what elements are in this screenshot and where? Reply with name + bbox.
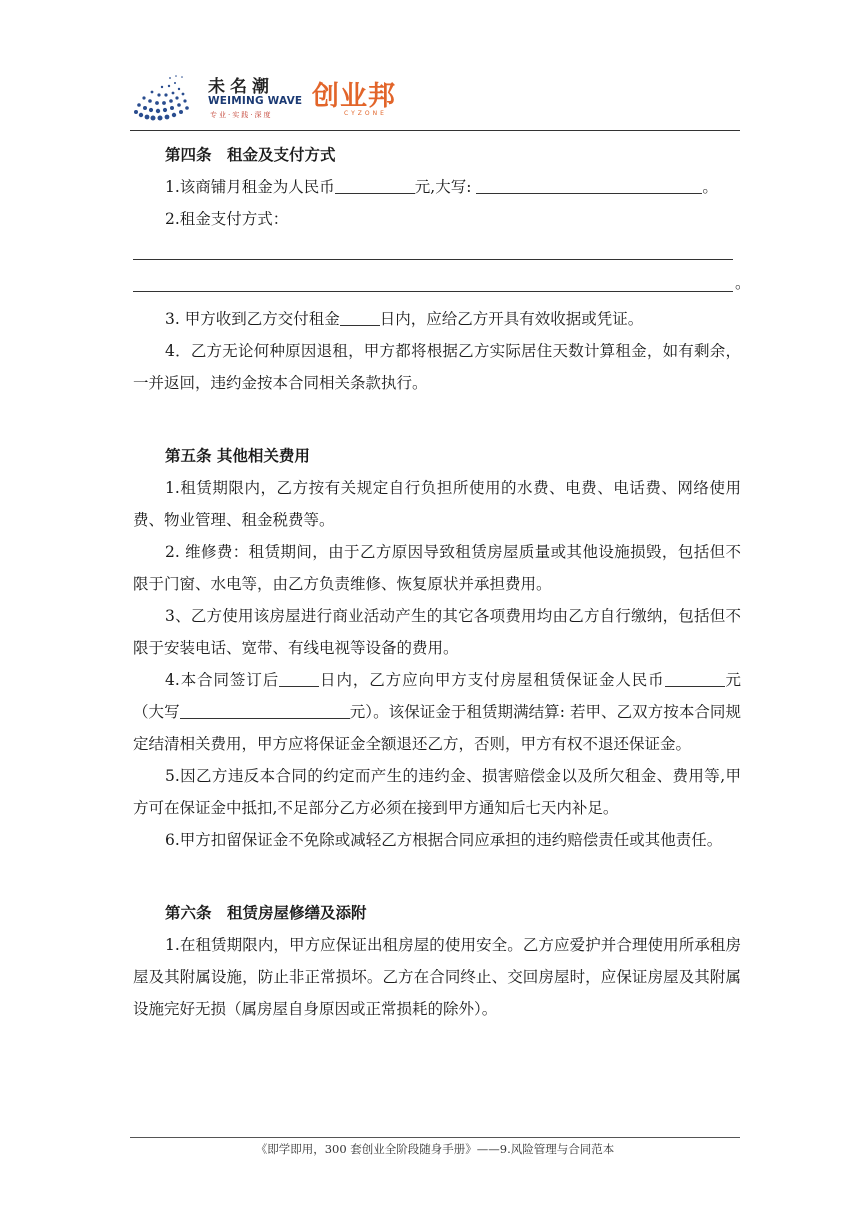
section-5-para-4: 4.本合同签订后 日内，乙方应向甲方支付房屋租赁保证金人民币 元（大写 元）。该保证金于租赁期满结算: 若甲、乙双方按本合同规定结清相关费用，甲方应将保证金全额退还乙方，否则，甲方有权不退还保证金。 <box>133 671 741 753</box>
section-5-para-3: 3、乙方使用该房屋进行商业活动产生的其它各项费用均由乙方自行缴纳，包括但不限于安装电话、宽带、有线电视等设备的费用。 <box>133 607 741 657</box>
header-divider <box>130 130 740 131</box>
section-4-para-4: 4．乙方无论何种原因退租，甲方都将根据乙方实际居住天数计算租金，如有剩余，一并返回，违约金按本合同相关条款执行。 <box>133 342 741 392</box>
document-body <box>133 139 751 1025</box>
section-6-para-1: 1.在租赁期限内，甲方应保证出租房屋的使用安全。乙方应爱护并合理使用所承租房屋及其附属设施，防止非正常损坏。乙方在合同终止、交回房屋时，应保证房屋及其附属设施完好无损（属房屋自身原因或正常损耗的除外）。 <box>133 936 741 1018</box>
section-4-para-3: 3. 甲方收到乙方交付租金 日内，应给乙方开具有效收据或凭证。 <box>165 310 644 328</box>
payment-method-line-2: 。 <box>133 267 741 299</box>
section-5-para-6: 6.甲方扣留保证金不免除或减轻乙方根据合同应承担的违约赔偿责任或其他责任。 <box>165 831 723 849</box>
blank-deposit-amount <box>665 670 725 687</box>
blank-receipt-days <box>340 309 380 326</box>
blank-rent-in-words <box>476 177 702 194</box>
swirl-dots-logo-icon <box>130 68 202 124</box>
section-5-para-5: 5.因乙方违反本合同的约定而产生的违约金、损害赔偿金以及所欠租金、费用等,甲方可在保证金中抵扣,不足部分乙方必须在接到甲方通知后七天内补足。 <box>133 767 741 817</box>
page-header <box>130 62 740 132</box>
section-5-title: 第五条 其他相关费用 <box>165 446 310 465</box>
page-footer: 《即学即用，300 套创业全阶段随身手册》——9.风险管理与合同范本 <box>255 1142 615 1156</box>
blank-monthly-rent <box>335 177 415 194</box>
brand-slogan: 专业·实践·深度 <box>210 111 273 119</box>
partner-logo: 创业邦 <box>312 81 396 112</box>
partner-logo-sub: CYZONE <box>344 110 387 117</box>
brand-name-cn: 未名潮 <box>208 77 274 97</box>
payment-method-line-1 <box>133 235 741 267</box>
section-4-para-1: 1.该商铺月租金为人民币 元,大写: 。 <box>165 178 718 196</box>
section-5-para-1: 1.租赁期限内，乙方按有关规定自行负担所使用的水费、电费、电话费、网络使用费、物业管理、租金税费等。 <box>133 479 741 529</box>
section-4-title: 第四条 租金及支付方式 <box>165 145 336 164</box>
brand-name-en: WEIMING WAVE <box>208 95 303 107</box>
footer-divider <box>130 1137 740 1138</box>
section-6-title: 第六条 租赁房屋修缮及添附 <box>165 903 367 922</box>
blank-deposit-in-words <box>180 702 350 719</box>
blank-deposit-days <box>279 670 319 687</box>
section-5-para-2: 2. 维修费：租赁期间，由于乙方原因导致租赁房屋质量或其他设施损毁，包括但不限于门窗、水电等，由乙方负责维修、恢复原状并承担费用。 <box>133 543 741 593</box>
section-4-para-2: 2.租金支付方式： <box>165 210 289 228</box>
